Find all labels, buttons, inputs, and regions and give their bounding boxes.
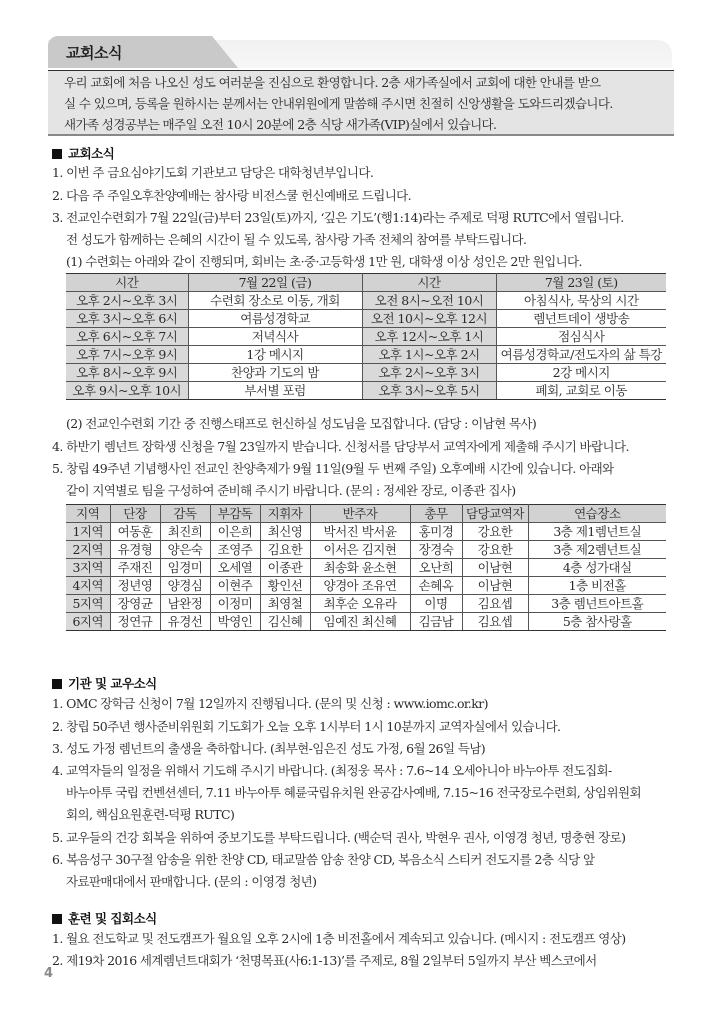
table-cell: 3층 렘넌트아트홀 bbox=[528, 595, 666, 613]
news-subitem: (2) 전교인수련회 기간 중 진행스태프로 헌신하실 성도님을 모집합니다. (담당 : 이남현 목사) bbox=[66, 416, 537, 431]
region-cell: 2지역 bbox=[66, 541, 110, 559]
column-header: 연습장소 bbox=[528, 505, 666, 523]
table-row bbox=[66, 310, 666, 328]
table-row bbox=[66, 523, 666, 541]
table-cell: 임경미 bbox=[160, 559, 210, 577]
welcome-line: 실 수 있으며, 등록을 원하시는 분께서는 안내위원에게 말씀해 주시면 친절히 신앙생활을 도와드리겠습니다. bbox=[64, 96, 613, 111]
news-item-continued: 자료판매대에서 판매합니다. (문의 : 이영경 청년) bbox=[66, 874, 317, 889]
table-header-row bbox=[66, 274, 666, 292]
table-cell: 3층 제1렘넌트실 bbox=[528, 523, 666, 541]
table-cell: 이명 bbox=[410, 595, 462, 613]
time-cell: 오후 7시~오후 9시 bbox=[66, 346, 188, 364]
page-title: 교회소식 bbox=[66, 44, 122, 62]
retreat-schedule-table bbox=[66, 273, 666, 400]
table-cell: 최신영 bbox=[260, 523, 310, 541]
event-cell: 수련회 장소로 이동, 개회 bbox=[188, 292, 362, 310]
news-item: 1. OMC 장학금 신청이 7월 12일까지 진행됩니다. (문의 및 신청 : www.iomc.or.kr) bbox=[52, 696, 488, 711]
table-cell: 최후순 오유라 bbox=[310, 595, 410, 613]
table-cell: 박영인 bbox=[210, 613, 260, 631]
table-cell: 최진희 bbox=[160, 523, 210, 541]
table-cell: 유경형 bbox=[110, 541, 160, 559]
region-cell: 4지역 bbox=[66, 577, 110, 595]
news-item: 3. 전교인수련회가 7월 22일(금)부터 23일(토)까지, ‘깊은 기도’(행1:14)라는 주제로 덕평 RUTC에서 열립니다. bbox=[52, 210, 624, 225]
news-item-continued: 전 성도가 함께하는 은혜의 시간이 될 수 있도록, 참사랑 가족 전체의 참여를 부탁드립니다. bbox=[66, 232, 527, 247]
welcome-box bbox=[48, 70, 674, 136]
column-header: 반주자 bbox=[310, 505, 410, 523]
time-cell: 오후 3시~오후 6시 bbox=[66, 310, 188, 328]
news-item: 2. 제19차 2016 세계렘넌트대회가 ‘천명목표(사6:1-13)’를 주제로, 8월 2일부터 5일까지 부산 벡스코에서 bbox=[52, 953, 597, 968]
table-cell: 최영철 bbox=[260, 595, 310, 613]
square-bullet-icon bbox=[52, 679, 62, 689]
news-item: 2. 다음 주 주일오후찬양예배는 참사랑 비전스쿨 헌신예배로 드립니다. bbox=[52, 188, 412, 203]
table-cell: 최송화 윤소현 bbox=[310, 559, 410, 577]
table-cell: 김신혜 bbox=[260, 613, 310, 631]
table-cell: 1층 비전홀 bbox=[528, 577, 666, 595]
event-cell: 부서별 포럼 bbox=[188, 382, 362, 400]
time-cell: 오후 9시~오후 10시 bbox=[66, 382, 188, 400]
church-news-heading: 교회소식 bbox=[52, 144, 114, 162]
table-cell: 5층 참사랑홀 bbox=[528, 613, 666, 631]
news-item: 6. 복음성구 30구절 암송을 위한 찬양 CD, 태교말씀 암송 찬양 CD, 복음소식 스티커 전도지를 2층 식당 앞 bbox=[52, 852, 595, 867]
event-cell: 2강 메시지 bbox=[496, 364, 666, 382]
event-cell: 렘넌트데이 생방송 bbox=[496, 310, 666, 328]
time-cell: 오후 12시~오후 1시 bbox=[362, 328, 496, 346]
table-cell: 여동훈 bbox=[110, 523, 160, 541]
time-cell: 오후 2시~오후 3시 bbox=[66, 292, 188, 310]
table-cell: 황인선 bbox=[260, 577, 310, 595]
choir-teams-table bbox=[66, 504, 666, 631]
time-cell: 오후 2시~오후 3시 bbox=[362, 364, 496, 382]
column-header: 7월 22일 (금) bbox=[188, 274, 362, 292]
news-item: 2. 창립 50주년 행사준비위원회 기도회가 오늘 오후 1시부터 1시 10분까지 교역자실에서 있습니다. bbox=[52, 719, 561, 734]
table-cell: 양경아 조유연 bbox=[310, 577, 410, 595]
table-cell: 김금남 bbox=[410, 613, 462, 631]
table-cell: 장영균 bbox=[110, 595, 160, 613]
table-cell: 남완정 bbox=[160, 595, 210, 613]
table-row bbox=[66, 613, 666, 631]
square-bullet-icon bbox=[52, 914, 62, 924]
table-cell: 이은희 bbox=[210, 523, 260, 541]
table-row bbox=[66, 577, 666, 595]
table-cell: 손혜옥 bbox=[410, 577, 462, 595]
table-cell: 정연규 bbox=[110, 613, 160, 631]
table-cell: 강요한 bbox=[462, 523, 528, 541]
table-cell: 이서은 김지현 bbox=[310, 541, 410, 559]
event-cell: 아침식사, 묵상의 시간 bbox=[496, 292, 666, 310]
page-number: 4 bbox=[44, 966, 54, 981]
column-header: 총무 bbox=[410, 505, 462, 523]
region-cell: 5지역 bbox=[66, 595, 110, 613]
event-cell: 저녁식사 bbox=[188, 328, 362, 346]
table-cell: 이남현 bbox=[462, 559, 528, 577]
welcome-line: 우리 교회에 처음 나오신 성도 여러분을 진심으로 환영합니다. 2층 새가족실에서 교회에 대한 안내를 받으 bbox=[64, 75, 601, 90]
training-news-heading: 훈련 및 집회소식 bbox=[52, 909, 157, 927]
table-row bbox=[66, 346, 666, 364]
event-cell: 폐회, 교회로 이동 bbox=[496, 382, 666, 400]
section-header bbox=[48, 36, 676, 68]
table-row bbox=[66, 382, 666, 400]
event-cell: 점심식사 bbox=[496, 328, 666, 346]
event-cell: 1강 메시지 bbox=[188, 346, 362, 364]
column-header: 지역 bbox=[66, 505, 110, 523]
time-cell: 오후 8시~오후 9시 bbox=[66, 364, 188, 382]
column-header: 시간 bbox=[362, 274, 496, 292]
square-bullet-icon bbox=[52, 149, 62, 159]
table-cell: 김요셉 bbox=[462, 613, 528, 631]
news-item: 5. 교우들의 건강 회복을 위하여 중보기도를 부탁드립니다. (백순덕 권사, 박현우 권사, 이영경 청년, 명충현 장로) bbox=[52, 830, 626, 845]
table-header-row bbox=[66, 505, 666, 523]
table-cell: 오난희 bbox=[410, 559, 462, 577]
table-row bbox=[66, 364, 666, 382]
table-cell: 조영주 bbox=[210, 541, 260, 559]
table-cell: 유경선 bbox=[160, 613, 210, 631]
news-item: 5. 창립 49주년 기념행사인 전교인 찬양축제가 9월 11일(9월 두 번째 주일) 오후예배 시간에 있습니다. 아래와 bbox=[52, 461, 614, 476]
column-header: 7월 23일 (토) bbox=[496, 274, 666, 292]
time-cell: 오전 10시~오후 12시 bbox=[362, 310, 496, 328]
column-header: 감독 bbox=[160, 505, 210, 523]
table-cell: 3층 제2렘넌트실 bbox=[528, 541, 666, 559]
column-header: 단장 bbox=[110, 505, 160, 523]
news-item-continued: 회의, 핵심요원훈련-덕평 RUTC) bbox=[66, 807, 235, 822]
table-cell: 홍미경 bbox=[410, 523, 462, 541]
event-cell: 찬양과 기도의 밤 bbox=[188, 364, 362, 382]
news-item: 1. 월요 전도학교 및 전도캠프가 월요일 오후 2시에 1층 비전홀에서 계속되고 있습니다. (메시지 : 전도캠프 영상) bbox=[52, 931, 626, 946]
news-item: 4. 교역자들의 일정을 위해서 기도해 주시기 바랍니다. (최정웅 목사 : 7.6~14 오세아니아 바누아투 전도집회- bbox=[52, 763, 612, 778]
event-cell: 여름성경학교 bbox=[188, 310, 362, 328]
event-cell: 여름성경학교/전도자의 삶 특강 bbox=[496, 346, 666, 364]
time-cell: 오후 6시~오후 7시 bbox=[66, 328, 188, 346]
table-cell: 이남현 bbox=[462, 577, 528, 595]
table-row bbox=[66, 595, 666, 613]
table-cell: 주재진 bbox=[110, 559, 160, 577]
column-header: 담당교역자 bbox=[462, 505, 528, 523]
table-cell: 박서진 박서윤 bbox=[310, 523, 410, 541]
table-cell: 임예진 최신혜 bbox=[310, 613, 410, 631]
welcome-line: 새가족 성경공부는 매주일 오전 10시 20분에 2층 식당 새가족(VIP)실에서 있습니다. bbox=[64, 117, 497, 132]
news-item: 3. 성도 가정 렘넌트의 출생을 축하합니다. (최부현-임은진 성도 가정, 6월 26일 득남) bbox=[52, 741, 486, 756]
news-item: 1. 이번 주 금요심야기도회 기관보고 담당은 대학청년부입니다. bbox=[52, 165, 374, 180]
time-cell: 오전 8시~오전 10시 bbox=[362, 292, 496, 310]
time-cell: 오후 3시~오후 5시 bbox=[362, 382, 496, 400]
table-cell: 4층 성가대실 bbox=[528, 559, 666, 577]
table-cell: 정년영 bbox=[110, 577, 160, 595]
table-cell: 이현주 bbox=[210, 577, 260, 595]
column-header: 부감독 bbox=[210, 505, 260, 523]
table-cell: 오세열 bbox=[210, 559, 260, 577]
org-news-heading: 기관 및 교우소식 bbox=[52, 674, 157, 692]
column-header: 지휘자 bbox=[260, 505, 310, 523]
table-row bbox=[66, 328, 666, 346]
column-header: 시간 bbox=[66, 274, 188, 292]
table-row bbox=[66, 559, 666, 577]
table-row bbox=[66, 541, 666, 559]
news-item-continued: 바누아투 국립 컨벤션센터, 7.11 바누아투 혜륜국립유치원 완공감사예배, 7.15~16 전국장로수련회, 상임위원회 bbox=[66, 785, 641, 800]
region-cell: 3지역 bbox=[66, 559, 110, 577]
table-cell: 김요셉 bbox=[462, 595, 528, 613]
region-cell: 1지역 bbox=[66, 523, 110, 541]
table-cell: 양경심 bbox=[160, 577, 210, 595]
region-cell: 6지역 bbox=[66, 613, 110, 631]
table-cell: 강요한 bbox=[462, 541, 528, 559]
time-cell: 오후 1시~오후 2시 bbox=[362, 346, 496, 364]
news-item: 4. 하반기 렘넌트 장학생 신청을 7월 23일까지 받습니다. 신청서를 담당부서 교역자에게 제출해 주시기 바랍니다. bbox=[52, 439, 629, 454]
table-cell: 장경숙 bbox=[410, 541, 462, 559]
table-cell: 양은숙 bbox=[160, 541, 210, 559]
table-row bbox=[66, 292, 666, 310]
news-item-continued: 같이 지역별로 팀을 구성하여 준비해 주시기 바랍니다. (문의 : 정세완 장로, 이종관 집사) bbox=[66, 483, 516, 498]
table-cell: 이정미 bbox=[210, 595, 260, 613]
news-subitem: (1) 수련회는 아래와 같이 진행되며, 회비는 초·중·고등학생 1만 원, 대학생 이상 성인은 2만 원입니다. bbox=[66, 254, 582, 269]
table-cell: 이종관 bbox=[260, 559, 310, 577]
table-cell: 김요한 bbox=[260, 541, 310, 559]
